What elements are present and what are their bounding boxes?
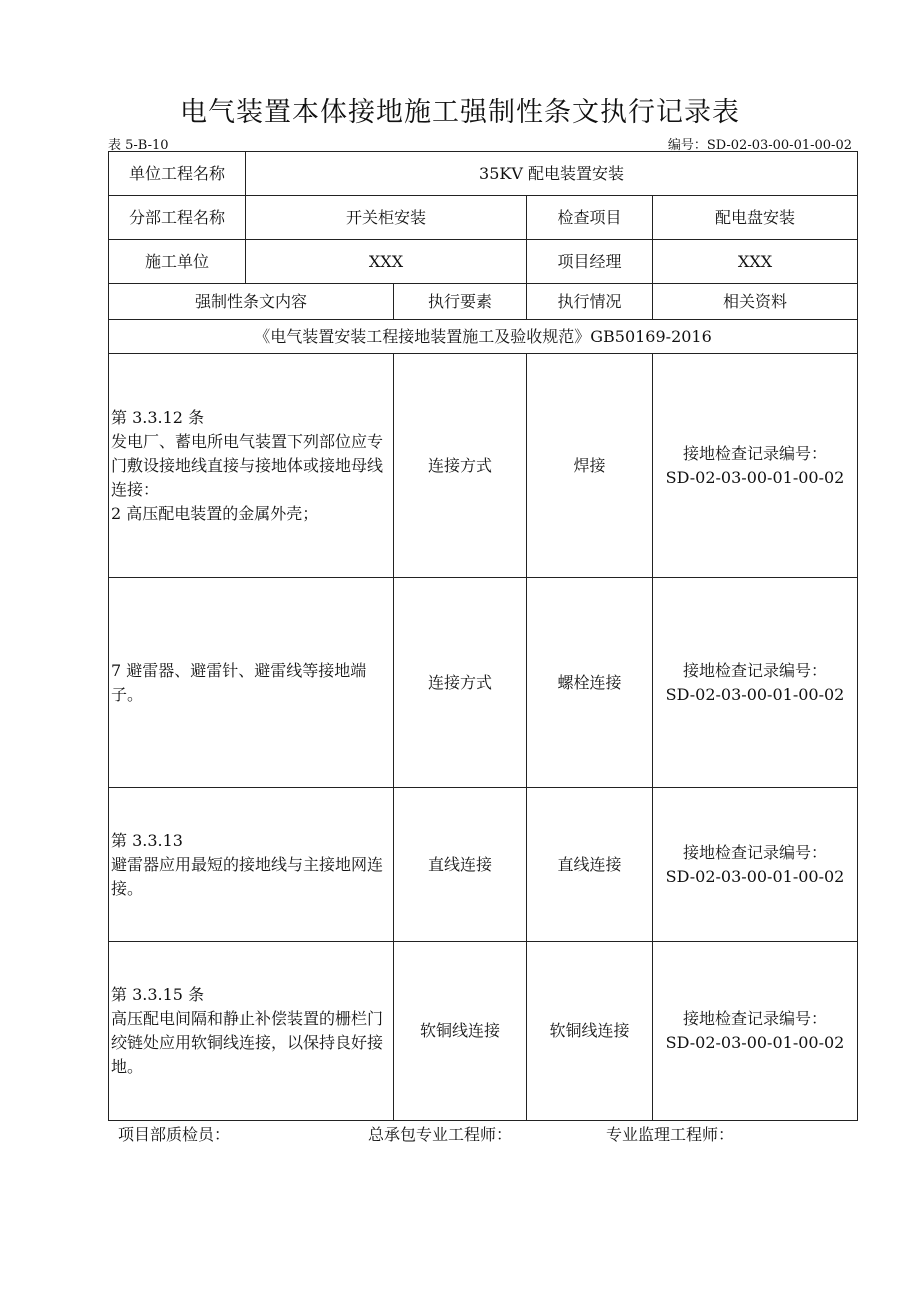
execution-status: 软铜线连接 [527,942,653,1121]
execution-status: 螺栓连接 [527,578,653,788]
reference-label: 接地检查记录编号： [683,842,828,862]
clause-line: 2 高压配电装置的金属外壳； [111,503,319,523]
clause-line: 7 避雷器、避雷针、避雷线等接地端子。 [111,660,367,704]
clause-line: 第 3.3.12 条 [111,407,205,427]
engineer-signature: 总承包专业工程师： [368,1125,513,1144]
clause-line: 高压配电间隔和静止补偿装置的栅栏门绞链处应用软铜线连接，以保持良好接地。 [111,1009,384,1076]
item-label: 检查项目 [527,196,653,240]
clause-line: 避雷器应用最短的接地线与主接地网连接。 [111,854,384,898]
table-row [109,788,858,942]
standard-reference: 《电气装置安装工程接地装置施工及验收规范》GB50169-2016 [109,320,858,354]
serial-number: 编号：SD-02-03-00-01-00-02 [667,138,852,153]
table-row [109,942,858,1121]
header-content: 强制性条文内容 [109,284,394,320]
unit-label: 单位工程名称 [109,152,246,196]
header-status: 执行情况 [527,284,653,320]
clause-content [109,788,394,942]
form-number: 表 5-B-10 [108,138,169,153]
execution-element: 连接方式 [394,354,527,578]
related-reference [653,942,858,1121]
reference-code: SD-02-03-00-01-00-02 [665,866,845,886]
reference-code: SD-02-03-00-01-00-02 [665,684,845,704]
item-value: 配电盘安装 [653,196,858,240]
clause-content [109,942,394,1121]
related-reference [653,578,858,788]
execution-status: 焊接 [527,354,653,578]
clause-line: 第 3.3.13 [111,830,183,850]
reference-label: 接地检查记录编号： [683,443,828,463]
qc-signature: 项目部质检员： [118,1125,231,1144]
manager-label: 项目经理 [527,240,653,284]
manager-value: XXX [653,240,858,284]
related-reference [653,788,858,942]
part-row [109,196,858,240]
header-element: 执行要素 [394,284,527,320]
execution-element: 直线连接 [394,788,527,942]
unit-value: 35KV 配电装置安装 [246,152,858,196]
execution-element: 连接方式 [394,578,527,788]
contractor-label: 施工单位 [109,240,246,284]
supervisor-signature: 专业监理工程师： [606,1125,735,1144]
clause-content [109,354,394,578]
reference-code: SD-02-03-00-01-00-02 [665,1033,845,1052]
reference-label: 接地检查记录编号： [683,660,828,680]
table-row [109,354,858,578]
header-reference: 相关资料 [653,284,858,320]
standard-row [109,320,858,354]
table-row [109,578,858,788]
record-table [108,151,858,1121]
clause-line: 第 3.3.15 条 [111,985,205,1004]
related-reference [653,354,858,578]
clause-content [109,578,394,788]
execution-status: 直线连接 [527,788,653,942]
header-row [109,284,858,320]
reference-code: SD-02-03-00-01-00-02 [665,467,845,487]
part-label: 分部工程名称 [109,196,246,240]
unit-row [109,152,858,196]
clause-line: 发电厂、蓄电所电气装置下列部位应专门敷设接地线直接与接地体或接地母线连接： [111,431,384,499]
execution-element: 软铜线连接 [394,942,527,1121]
part-value: 开关柜安装 [246,196,527,240]
reference-label: 接地检查记录编号： [683,1009,828,1028]
contractor-row [109,240,858,284]
document-title: 电气装置本体接地施工强制性条文执行记录表 [180,97,740,128]
contractor-value: XXX [246,240,527,284]
